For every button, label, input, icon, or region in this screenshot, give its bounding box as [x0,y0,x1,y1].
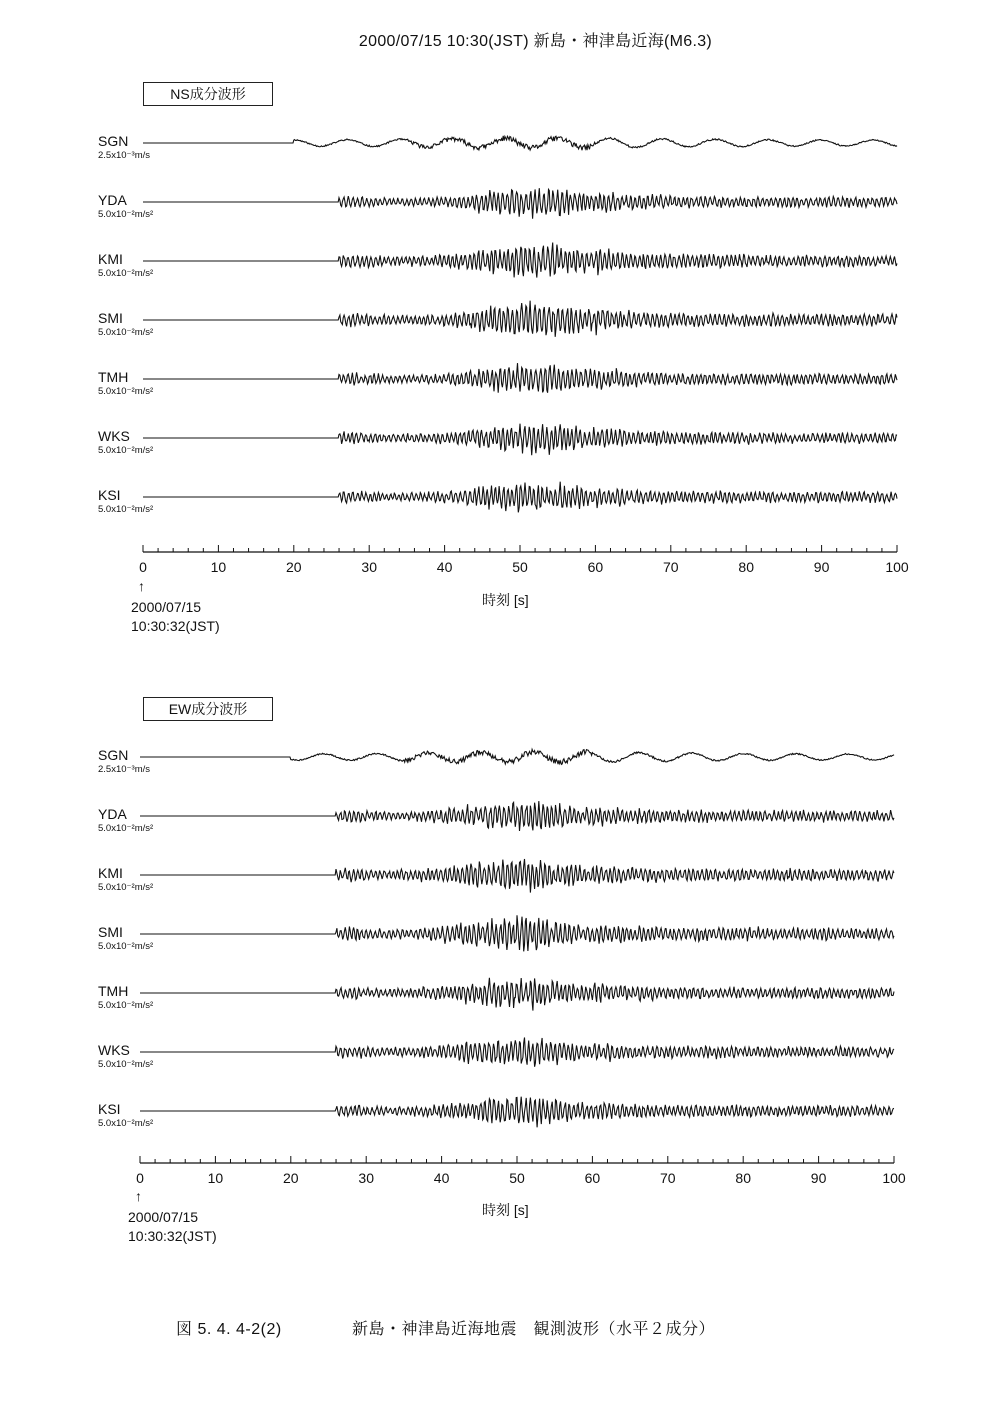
station-scale-ksi: 5.0x10⁻²m/s² [98,1118,154,1129]
figure-number: 図 5. 4. 4-2(2) [176,1321,282,1338]
station-label-smi: SMI [98,310,123,326]
x-axis-label: 時刻 [s] [482,592,529,608]
ns-panel-label: NS成分波形 [143,82,273,106]
station-label-ksi: KSI [98,487,121,503]
station-scale-yda: 5.0x10⁻²m/s² [98,823,154,834]
x-tick-label: 10 [210,559,227,575]
ew-panel-label: EW成分波形 [143,697,273,721]
x-tick-label: 20 [283,1170,299,1186]
x-tick-label: 90 [810,1170,827,1186]
x-tick-label: 30 [361,559,377,575]
station-label-tmh: TMH [98,369,129,385]
x-tick-label: 10 [207,1170,224,1186]
waveform-trace-wks [140,1038,894,1067]
waveform-trace-smi [140,915,894,951]
waveform-trace-sgn [140,749,894,764]
station-scale-smi: 5.0x10⁻²m/s² [98,327,154,338]
waveform-trace-tmh [140,978,894,1011]
station-scale-sgn: 2.5x10⁻³m/s [98,764,151,775]
station-scale-kmi: 5.0x10⁻²m/s² [98,882,154,893]
x-tick-label: 80 [735,1170,751,1186]
x-tick-label: 40 [436,559,453,575]
start-clock: 10:30:32(JST) [131,618,220,634]
x-tick-label: 60 [587,559,604,575]
station-scale-yda: 5.0x10⁻²m/s² [98,209,154,220]
station-scale-wks: 5.0x10⁻²m/s² [98,1059,154,1070]
x-tick-label: 90 [813,559,830,575]
station-label-kmi: KMI [98,251,123,267]
station-label-yda: YDA [98,192,127,208]
waveform-trace-yda [140,801,894,831]
waveform-trace-ksi [140,1097,894,1128]
waveform-trace-kmi [140,859,894,893]
start-arrow-icon: ↑ [138,578,145,594]
x-axis-label: 時刻 [s] [482,1202,529,1218]
x-tick-label: 70 [663,559,679,575]
station-scale-kmi: 5.0x10⁻²m/s² [98,268,154,279]
x-tick-label: 80 [738,559,754,575]
station-scale-tmh: 5.0x10⁻²m/s² [98,1000,154,1011]
station-label-tmh: TMH [98,983,129,999]
start-arrow-icon: ↑ [135,1188,142,1204]
figure-title: 新島・神津島近海地震 観測波形（水平２成分） [352,1321,716,1338]
start-time [128,1208,217,1246]
x-tick-label: 0 [139,559,147,575]
station-label-sgn: SGN [98,747,129,763]
x-tick-label: 100 [882,1170,906,1186]
start-date: 2000/07/15 [131,599,202,615]
station-label-smi: SMI [98,924,123,940]
start-clock: 10:30:32(JST) [128,1228,217,1244]
station-scale-smi: 5.0x10⁻²m/s² [98,941,154,952]
x-tick-label: 0 [136,1170,144,1186]
x-tick-label: 60 [584,1170,601,1186]
station-label-wks: WKS [98,428,130,444]
station-label-yda: YDA [98,806,127,822]
x-tick-label: 50 [512,559,528,575]
station-label-kmi: KMI [98,865,123,881]
station-label-sgn: SGN [98,133,129,149]
x-tick-label: 20 [286,559,302,575]
x-tick-label: 40 [433,1170,450,1186]
station-scale-wks: 5.0x10⁻²m/s² [98,445,154,456]
page-header: 2000/07/15 10:30(JST) 新島・神津島近海(M6.3) [358,33,713,50]
station-scale-sgn: 2.5x10⁻³m/s [98,150,151,161]
station-label-wks: WKS [98,1042,130,1058]
x-tick-label: 50 [509,1170,525,1186]
station-scale-ksi: 5.0x10⁻²m/s² [98,504,154,515]
x-tick-label: 70 [660,1170,676,1186]
x-tick-label: 100 [885,559,909,575]
station-scale-tmh: 5.0x10⁻²m/s² [98,386,154,397]
start-date: 2000/07/15 [128,1209,199,1225]
station-label-ksi: KSI [98,1101,121,1117]
x-tick-label: 30 [358,1170,374,1186]
